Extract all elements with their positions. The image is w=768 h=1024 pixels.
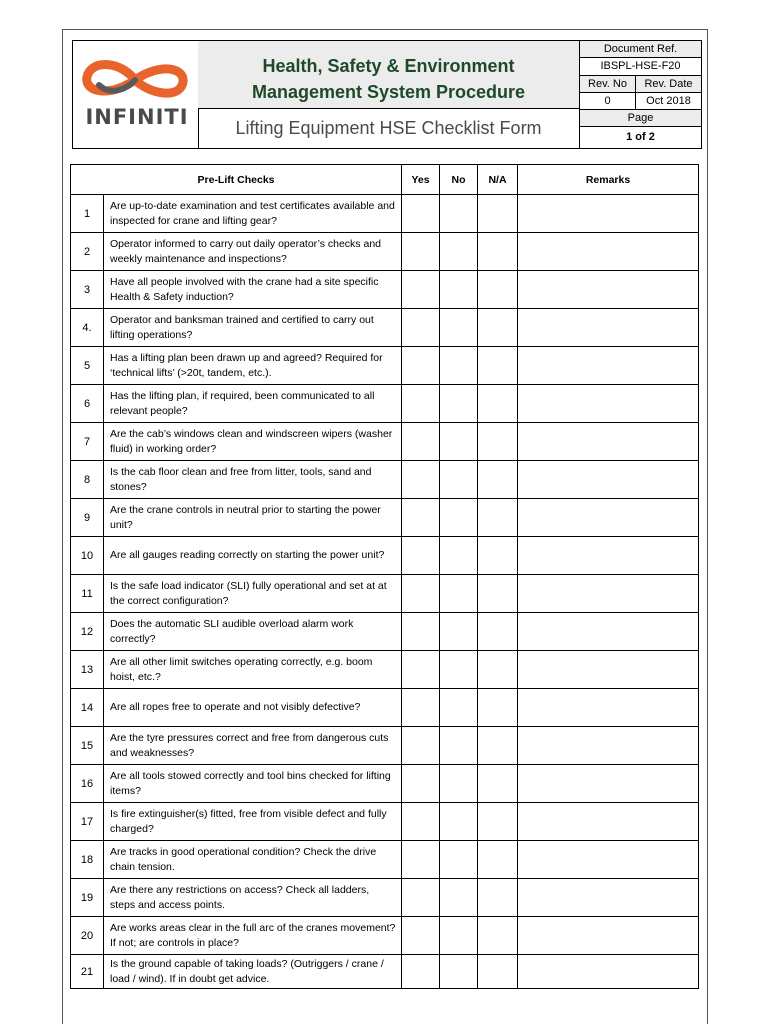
check-question: Are works areas clear in the full arc of the cranes movement? If not; are controls in place?: [104, 917, 402, 955]
no-cell[interactable]: [440, 955, 478, 989]
remarks-cell[interactable]: [518, 499, 699, 537]
table-row: [71, 271, 699, 309]
company-logo: [73, 41, 199, 148]
check-question: Operator and banksman trained and certified to carry out lifting operations?: [104, 309, 402, 347]
no-cell[interactable]: [440, 195, 478, 233]
yes-cell[interactable]: [402, 499, 440, 537]
yes-cell[interactable]: [402, 879, 440, 917]
form-title: Lifting Equipment HSE Checklist Form: [198, 109, 580, 148]
row-number: 11: [71, 575, 104, 613]
row-number: 1: [71, 195, 104, 233]
no-cell[interactable]: [440, 917, 478, 955]
check-question: Is the ground capable of taking loads? (Outriggers / crane / load / wind). If in doubt get advice.: [104, 955, 402, 989]
na-cell[interactable]: [478, 879, 518, 917]
remarks-cell[interactable]: [518, 195, 699, 233]
page-value: 1 of 2: [626, 131, 655, 143]
yes-cell[interactable]: [402, 309, 440, 347]
no-cell[interactable]: [440, 271, 478, 309]
na-cell[interactable]: [478, 955, 518, 989]
no-cell[interactable]: [440, 613, 478, 651]
remarks-cell[interactable]: [518, 841, 699, 879]
yes-cell[interactable]: [402, 613, 440, 651]
remarks-cell[interactable]: [518, 613, 699, 651]
yes-cell[interactable]: [402, 727, 440, 765]
rev-no-label: Rev. No: [580, 76, 636, 93]
yes-cell[interactable]: [402, 423, 440, 461]
header-pre-lift-checks: Pre-Lift Checks: [71, 165, 402, 195]
remarks-cell[interactable]: [518, 309, 699, 347]
yes-cell[interactable]: [402, 537, 440, 575]
row-number: 14: [71, 689, 104, 727]
pre-lift-checklist-table: [70, 164, 699, 989]
row-number: 8: [71, 461, 104, 499]
remarks-cell[interactable]: [518, 385, 699, 423]
header-no: No: [440, 165, 478, 195]
table-row: [71, 879, 699, 917]
na-cell[interactable]: [478, 461, 518, 499]
no-cell[interactable]: [440, 537, 478, 575]
na-cell[interactable]: [478, 347, 518, 385]
yes-cell[interactable]: [402, 955, 440, 989]
page-label: Page: [580, 110, 701, 127]
yes-cell[interactable]: [402, 385, 440, 423]
na-cell[interactable]: [478, 271, 518, 309]
na-cell[interactable]: [478, 689, 518, 727]
yes-cell[interactable]: [402, 195, 440, 233]
no-cell[interactable]: [440, 347, 478, 385]
no-cell[interactable]: [440, 765, 478, 803]
table-row: [71, 233, 699, 271]
header-na: N/A: [478, 165, 518, 195]
row-number: 5: [71, 347, 104, 385]
yes-cell[interactable]: [402, 841, 440, 879]
row-number: 3: [71, 271, 104, 309]
check-question: Are tracks in good operational condition? Check the drive chain tension.: [104, 841, 402, 879]
table-row: [71, 613, 699, 651]
remarks-cell[interactable]: [518, 917, 699, 955]
rev-date-value: Oct 2018: [636, 93, 701, 110]
row-number: 20: [71, 917, 104, 955]
row-number: 19: [71, 879, 104, 917]
document-title: [198, 41, 580, 109]
document-meta: [580, 41, 701, 148]
remarks-cell[interactable]: [518, 347, 699, 385]
header-yes: Yes: [402, 165, 440, 195]
table-row: [71, 917, 699, 955]
check-question: Operator informed to carry out daily operator’s checks and weekly maintenance and inspections?: [104, 233, 402, 271]
table-row: [71, 537, 699, 575]
title-line-1: Health, Safety & Environment: [262, 56, 515, 76]
row-number: 6: [71, 385, 104, 423]
no-cell[interactable]: [440, 499, 478, 537]
remarks-cell[interactable]: [518, 803, 699, 841]
no-cell[interactable]: [440, 651, 478, 689]
row-number: 15: [71, 727, 104, 765]
yes-cell[interactable]: [402, 917, 440, 955]
remarks-cell[interactable]: [518, 879, 699, 917]
yes-cell[interactable]: [402, 651, 440, 689]
rev-date-label: Rev. Date: [636, 76, 701, 93]
row-number: 9: [71, 499, 104, 537]
no-cell[interactable]: [440, 727, 478, 765]
check-question: Are the cab’s windows clean and windscreen wipers (washer fluid) in working order?: [104, 423, 402, 461]
remarks-cell[interactable]: [518, 423, 699, 461]
na-cell[interactable]: [478, 613, 518, 651]
row-number: 17: [71, 803, 104, 841]
table-row: [71, 765, 699, 803]
logo-wordmark: INFINITI: [85, 105, 189, 129]
remarks-cell[interactable]: [518, 727, 699, 765]
na-cell[interactable]: [478, 385, 518, 423]
rev-no-value: 0: [580, 93, 636, 110]
table-row: [71, 575, 699, 613]
check-question: Is the safe load indicator (SLI) fully operational and set at at the correct configuration?: [104, 575, 402, 613]
table-row: [71, 651, 699, 689]
infinity-logo-icon: [79, 55, 191, 105]
no-cell[interactable]: [440, 575, 478, 613]
na-cell[interactable]: [478, 841, 518, 879]
table-row: [71, 461, 699, 499]
row-number: 13: [71, 651, 104, 689]
row-number: 10: [71, 537, 104, 575]
yes-cell[interactable]: [402, 233, 440, 271]
remarks-cell[interactable]: [518, 575, 699, 613]
remarks-cell[interactable]: [518, 955, 699, 989]
table-row: [71, 309, 699, 347]
yes-cell[interactable]: [402, 271, 440, 309]
header-remarks: Remarks: [518, 165, 699, 195]
no-cell[interactable]: [440, 309, 478, 347]
check-question: Are there any restrictions on access? Check all ladders, steps and access points.: [104, 879, 402, 917]
no-cell[interactable]: [440, 423, 478, 461]
table-row: [71, 347, 699, 385]
doc-ref-value: IBSPL-HSE-F20: [580, 58, 701, 76]
table-row: [71, 841, 699, 879]
no-cell[interactable]: [440, 803, 478, 841]
yes-cell[interactable]: [402, 461, 440, 499]
na-cell[interactable]: [478, 765, 518, 803]
row-number: 4.: [71, 309, 104, 347]
row-number: 2: [71, 233, 104, 271]
table-row: [71, 423, 699, 461]
no-cell[interactable]: [440, 841, 478, 879]
table-row: [71, 727, 699, 765]
remarks-cell[interactable]: [518, 271, 699, 309]
na-cell[interactable]: [478, 499, 518, 537]
yes-cell[interactable]: [402, 689, 440, 727]
document-header: [72, 40, 702, 149]
row-number: 21: [71, 955, 104, 989]
check-question: Are up-to-date examination and test certificates available and inspected for crane and lifting gear?: [104, 195, 402, 233]
table-row: [71, 385, 699, 423]
table-header-row: [71, 165, 699, 195]
table-row: [71, 955, 699, 989]
check-question: Are all gauges reading correctly on starting the power unit?: [104, 537, 402, 575]
yes-cell[interactable]: [402, 575, 440, 613]
check-question: Are the tyre pressures correct and free from dangerous cuts and weaknesses?: [104, 727, 402, 765]
row-number: 18: [71, 841, 104, 879]
yes-cell[interactable]: [402, 347, 440, 385]
no-cell[interactable]: [440, 879, 478, 917]
check-question: Are all other limit switches operating correctly, e.g. boom hoist, etc.?: [104, 651, 402, 689]
check-question: Does the automatic SLI audible overload alarm work correctly?: [104, 613, 402, 651]
na-cell[interactable]: [478, 651, 518, 689]
check-question: Are all tools stowed correctly and tool bins checked for lifting items?: [104, 765, 402, 803]
check-question: Has a lifting plan been drawn up and agreed? Required for ‘technical lifts’ (>20t, tandem, etc.).: [104, 347, 402, 385]
remarks-cell[interactable]: [518, 461, 699, 499]
row-number: 12: [71, 613, 104, 651]
na-cell[interactable]: [478, 727, 518, 765]
na-cell[interactable]: [478, 917, 518, 955]
remarks-cell[interactable]: [518, 537, 699, 575]
yes-cell[interactable]: [402, 765, 440, 803]
na-cell[interactable]: [478, 423, 518, 461]
na-cell[interactable]: [478, 195, 518, 233]
check-question: Is fire extinguisher(s) fitted, free from visible defect and fully charged?: [104, 803, 402, 841]
remarks-cell[interactable]: [518, 233, 699, 271]
na-cell[interactable]: [478, 233, 518, 271]
check-question: Are all ropes free to operate and not visibly defective?: [104, 689, 402, 727]
remarks-cell[interactable]: [518, 689, 699, 727]
check-question: Have all people involved with the crane had a site specific Health & Safety induction?: [104, 271, 402, 309]
no-cell[interactable]: [440, 233, 478, 271]
table-row: [71, 499, 699, 537]
na-cell[interactable]: [478, 537, 518, 575]
check-question: Has the lifting plan, if required, been communicated to all relevant people?: [104, 385, 402, 423]
no-cell[interactable]: [440, 689, 478, 727]
doc-ref-label: Document Ref.: [580, 41, 701, 58]
remarks-cell[interactable]: [518, 765, 699, 803]
row-number: 7: [71, 423, 104, 461]
table-row: [71, 689, 699, 727]
no-cell[interactable]: [440, 385, 478, 423]
check-question: Are the crane controls in neutral prior to starting the power unit?: [104, 499, 402, 537]
na-cell[interactable]: [478, 803, 518, 841]
table-row: [71, 803, 699, 841]
yes-cell[interactable]: [402, 803, 440, 841]
no-cell[interactable]: [440, 461, 478, 499]
row-number: 16: [71, 765, 104, 803]
na-cell[interactable]: [478, 309, 518, 347]
na-cell[interactable]: [478, 575, 518, 613]
remarks-cell[interactable]: [518, 651, 699, 689]
title-line-2: Management System Procedure: [251, 82, 526, 102]
check-question: Is the cab floor clean and free from litter, tools, sand and stones?: [104, 461, 402, 499]
table-row: [71, 195, 699, 233]
